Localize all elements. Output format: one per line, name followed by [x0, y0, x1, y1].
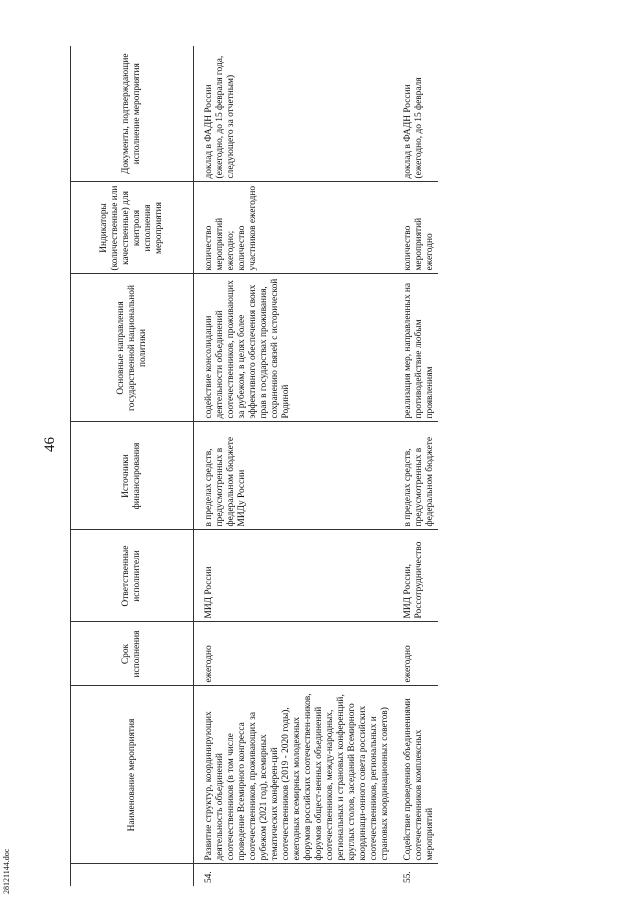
page-number: 46 — [42, 437, 58, 452]
row-executors: МИД России, Россотрудничество — [401, 530, 438, 622]
rotated-page — [2, 32, 605, 894]
col-header-term: Срок исполнения — [71, 622, 194, 686]
col-header-num — [71, 864, 194, 886]
table-row — [202, 46, 393, 886]
col-header-indicators: Индикаторы (количественные или качественные) для контроля исполнения мероприятия — [71, 182, 194, 274]
row-funding: в пределах средств, предусмотренных в федеральном бюджете МИДу России — [202, 422, 393, 530]
row-number: 54. — [204, 871, 214, 883]
row-name: Развитие структур, координирующих деятельность объединений соотечественников (в том числе проведение Всемирного конгресса соотечественников, проживающих за рубежом (2021 год), всемирных тематических конферен-ций соотечественников (2019 - 2020 годы), ежегодных всемирных молодежных форумов российских соотечествен-ников, форумов общест-венных объединений соотечественников, между-народных, региональных и страновых конференций, круглых столов, заседаний Всемирного координаци-онного совета российских соотечественников, региональных и страновых координационных советов) — [202, 686, 393, 864]
row-documents: доклад в ФАДН России (ежегодно, до 15 февраля — [401, 46, 438, 182]
row-directions: содействие консолидации деятельности объединений соотечественников, проживающих за рубежом, в целях более эффективного обеспечения своих прав в государствах проживания, сохранению связей с исторической Родиной — [202, 274, 393, 422]
row-number: 55. — [403, 871, 413, 883]
row-name: Содействие проведению объединениями соотечественников комплексных мероприятий — [401, 686, 438, 864]
table-row — [401, 46, 438, 886]
col-header-funding: Источники финансирования — [71, 422, 194, 530]
document-code: 28121144.doc — [2, 848, 11, 894]
col-header-directions: Основные направления государственной национальной политики — [71, 274, 194, 422]
row-indicators: количество мероприятий ежегодно — [401, 182, 438, 274]
table-header — [71, 46, 194, 886]
row-documents: доклад в ФАДН России (ежегодно, до 15 февраля года, следующего за отчетным) — [202, 46, 393, 182]
row-indicators: количество мероприятий ежегодно; количество участников ежегодно — [202, 182, 393, 274]
col-header-documents: Документы, подтверждающие исполнение мероприятия — [71, 46, 194, 182]
measures-table — [70, 46, 438, 886]
col-header-name: Наименование мероприятия — [71, 686, 194, 864]
row-funding: в пределах средств, предусмотренных в федеральном бюджете — [401, 422, 438, 530]
col-header-executors: Ответственные исполнители — [71, 530, 194, 622]
row-term: ежегодно — [401, 622, 438, 686]
row-term: ежегодно — [202, 622, 393, 686]
row-directions: реализация мер, направленных на противодействие любым проявлениям — [401, 274, 438, 422]
row-executors: МИД России — [202, 530, 393, 622]
